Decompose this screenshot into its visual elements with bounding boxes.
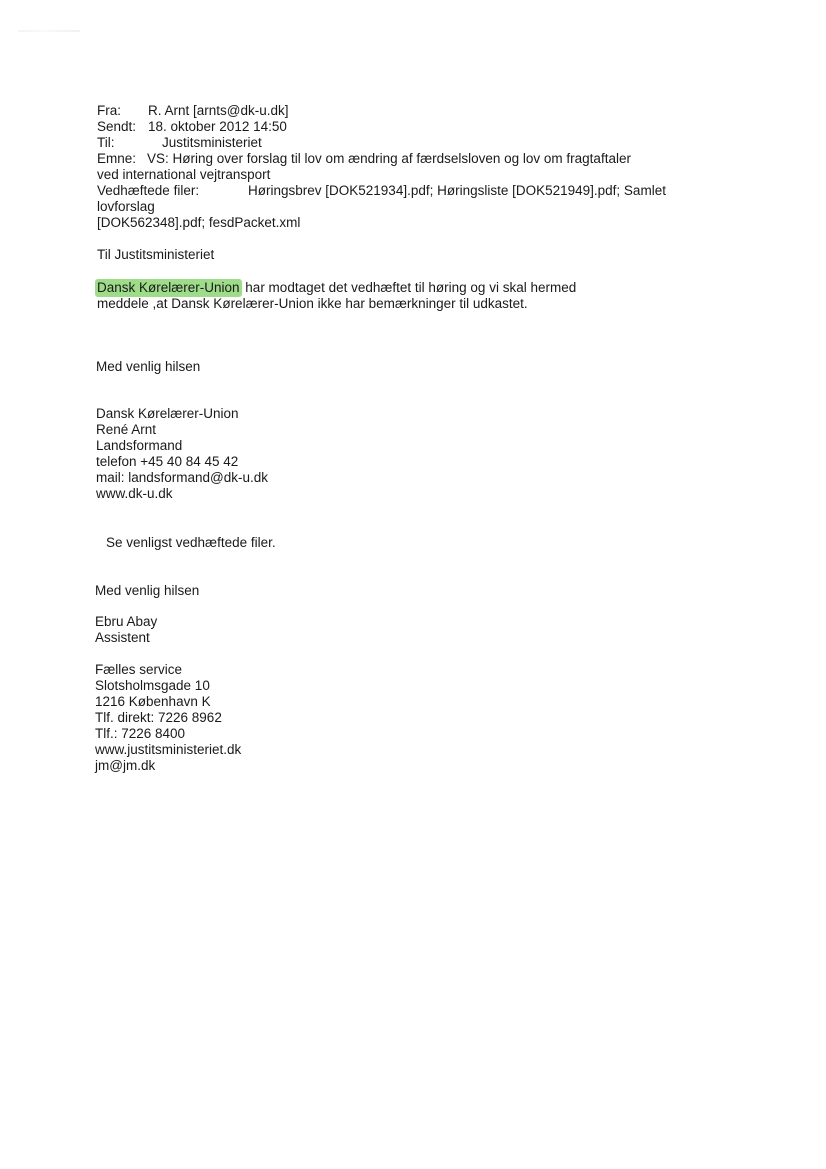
body-paragraph-line-2: meddele ,at Dansk Kørelærer-Union ikke har bemærkninger til udkastet.: [97, 296, 528, 311]
to-row: [97, 135, 262, 151]
forward-department: Fælles service: [95, 662, 183, 677]
attachments-continuation-2: [DOK562348].pdf; fesdPacket.xml: [97, 215, 301, 230]
to-label: Til:: [97, 135, 115, 150]
to-value: Justitsministeriet: [162, 135, 262, 150]
body-paragraph-rest: har modtaget det vedhæftet til høring og vi skal hermed: [241, 280, 577, 295]
signature-name: René Arnt: [96, 422, 157, 437]
attachments-row: [97, 183, 666, 199]
forward-closing: Med venlig hilsen: [95, 583, 200, 598]
closing: Med venlig hilsen: [96, 359, 201, 374]
subject-value: VS: Høring over forslag til lov om ændring af færdselsloven og lov om fragtaftaler: [147, 151, 631, 166]
from-row: [97, 103, 289, 119]
forward-email: jm@jm.dk: [95, 758, 156, 773]
signature-title: Landsformand: [96, 438, 183, 453]
forward-sender-title: Assistent: [95, 630, 150, 645]
forward-note: Se venligst vedhæftede filer.: [106, 535, 276, 550]
from-value: R. Arnt [arnts@dk-u.dk]: [148, 103, 289, 118]
attachments-continuation: lovforslag: [97, 199, 155, 214]
body-paragraph-line-1: [97, 280, 576, 296]
salutation: Til Justitsministeriet: [97, 247, 215, 262]
sent-value: 18. oktober 2012 14:50: [148, 119, 287, 134]
forward-street: Slotsholmsgade 10: [95, 678, 210, 693]
subject-row: [97, 151, 631, 167]
signature-website: www.dk-u.dk: [96, 486, 173, 501]
forward-website: www.justitsministeriet.dk: [95, 742, 242, 757]
scan-artifact: [18, 30, 80, 32]
subject-continuation: ved international vejtransport: [97, 167, 271, 182]
signature-phone: telefon +45 40 84 45 42: [96, 454, 239, 469]
attachments-label: Vedhæftede filer:: [97, 183, 200, 198]
signature-organization: Dansk Kørelærer-Union: [96, 406, 239, 421]
forward-city: 1216 København K: [95, 694, 211, 709]
forward-phone: Tlf.: 7226 8400: [95, 726, 186, 741]
forward-direct-phone: Tlf. direkt: 7226 8962: [95, 710, 222, 725]
highlighted-organization: Dansk Kørelærer-Union: [97, 280, 240, 295]
attachments-value: Høringsbrev [DOK521934].pdf; Høringsliste [DOK521949].pdf; Samlet: [248, 183, 666, 198]
signature-email: mail: landsformand@dk-u.dk: [96, 470, 269, 485]
subject-label: Emne:: [97, 151, 137, 166]
forward-sender-name: Ebru Abay: [95, 614, 158, 629]
sent-label: Sendt:: [97, 119, 137, 134]
sent-row: [97, 119, 287, 135]
from-label: Fra:: [97, 103, 122, 118]
